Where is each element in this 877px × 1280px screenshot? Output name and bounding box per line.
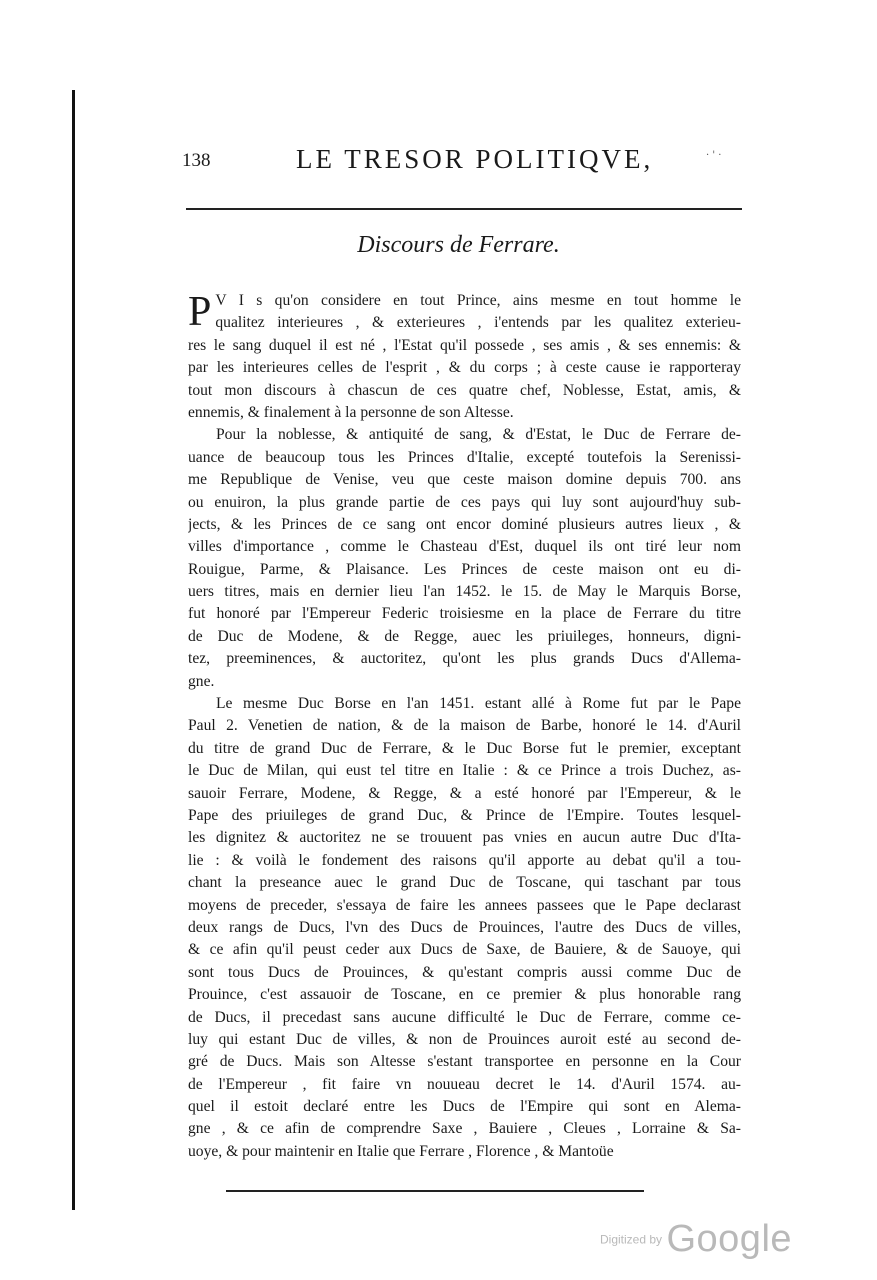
printer-marks: · ' · xyxy=(706,150,722,161)
text-line: gne , & ce afin de comprendre Saxe , Bauiere , Cleues , Lorraine & Sa- xyxy=(188,1120,741,1138)
text-line: uance de beaucoup tous les Princes d'Italie, excepté toutefois la Serenissi- xyxy=(188,448,741,466)
watermark-prefix: Digitized by xyxy=(600,1232,663,1247)
text-line: uers titres, mais en dernier lieu l'an 1452. le 15. de May le Marquis Borse, xyxy=(188,583,741,601)
text-line: de Ducs, il precedast sans aucune difficulté le Duc de Ferrare, comme ce- xyxy=(188,1008,741,1026)
text-line: Prouince, c'est assauoir de Toscane, en ce premier & plus honorable rang xyxy=(188,986,741,1004)
text-line: du titre de grand Duc de Ferrare, & le Duc Borse fut le premier, exceptant xyxy=(188,739,741,757)
text-line: jects, & les Princes de ce sang ont encor dominé plusieurs autres lieux , & xyxy=(188,515,741,533)
text-line: gne. xyxy=(188,672,215,690)
paragraph xyxy=(188,693,741,1163)
drop-cap: P xyxy=(188,289,212,335)
text-line: sauoir Ferrare, Modene, & Regge, & a esté honoré par l'Empereur, & le xyxy=(188,784,741,802)
text-line: me Republique de Venise, veu que ceste maison domine depuis 700. ans xyxy=(188,471,741,489)
page-number: 138 xyxy=(182,150,211,171)
text-line: Rouigue, Parme, & Plaisance. Les Princes de ceste maison ont eu di- xyxy=(188,560,741,578)
text-line: Le mesme Duc Borse en l'an 1451. estant allé à Rome fut par le Pape xyxy=(216,695,741,713)
text-line: les dignitez & auctoritez ne se trouuent pas vnies en aucun autre Duc d'Ita- xyxy=(188,829,741,847)
text-line: luy qui estant Duc de villes, & non de Prouinces auroit esté au second de- xyxy=(188,1030,741,1048)
text-line: le Duc de Milan, qui eust tel titre en Italie : & ce Prince a trois Duchez, as- xyxy=(188,762,741,780)
header-rule xyxy=(186,208,742,210)
text-line: tez, preeminences, & auctoritez, qu'ont les plus grands Ducs d'Allema- xyxy=(188,650,741,668)
text-line: Pour la noblesse, & antiquité de sang, & d'Estat, le Duc de Ferrare de- xyxy=(216,426,741,444)
text-line: Paul 2. Venetien de nation, & de la maison de Barbe, honoré le 14. d'Auril xyxy=(188,717,741,735)
text-line: quel il estoit declaré entre les Ducs de l'Empire qui sont en Alema- xyxy=(188,1098,741,1116)
text-line: moyens de preceder, s'essaya de faire les annees passees que le Pape declarast xyxy=(188,896,741,914)
paragraph xyxy=(188,424,741,693)
google-logo: Google xyxy=(666,1218,793,1260)
text-line: de Duc de Modene, & de Regge, auec les priuileges, honneurs, digni- xyxy=(188,627,741,645)
section-title: Discours de Ferrare. xyxy=(357,232,560,258)
text-line: res le sang duquel il est né , l'Estat qu'il possede , ses amis , & ses ennemis: & xyxy=(188,336,741,354)
text-line: deux rangs de Ducs, l'vn des Ducs de Prouinces, l'autre des Ducs de villes, xyxy=(188,918,741,936)
text-line: & ce afin qu'il peust ceder aux Ducs de Saxe, de Bauiere, & de Sauoye, qui xyxy=(188,941,741,959)
text-line: Pape des priuileges de grand Duc, & Prince de l'Empire. Toutes lesquel- xyxy=(188,806,741,824)
text-line: V I s qu'on considere en tout Prince, ains mesme en tout homme le xyxy=(215,292,741,309)
text-line: ennemis, & finalement à la personne de son Altesse. xyxy=(188,403,514,421)
text-line: par les interieures celles de l'esprit , & du corps ; à ceste cause ie rapporteray xyxy=(188,359,741,377)
text-line: de l'Empereur , fit faire vn nouueau decret le 14. d'Auril 1574. au- xyxy=(188,1075,741,1093)
text-line: sont tous Ducs de Prouinces, & qu'estant compris aussi comme Duc de xyxy=(188,963,741,981)
footer-rule xyxy=(226,1190,644,1192)
text-line: qualitez interieures , & exterieures , i'entends par les qualitez exterieu- xyxy=(215,314,741,332)
paragraph xyxy=(188,290,741,424)
text-line: tout mon discours à chascun de ces quatre chef, Noblesse, Estat, amis, & xyxy=(188,381,741,399)
text-line: ou enuiron, la plus grande partie de ces pays qui luy sont aujourd'huy sub- xyxy=(188,493,741,511)
text-line: lie : & voilà le fondement des raisons qu'il apporte au debat qu'il a tou- xyxy=(188,851,741,869)
text-line: villes d'importance , comme le Chasteau d'Est, duquel ils ont tiré leur nom xyxy=(188,538,741,556)
body-text xyxy=(188,290,741,1163)
digitized-watermark xyxy=(600,1218,792,1261)
running-title: LE TRESOR POLITIQVE, xyxy=(296,144,654,174)
text-line: chant la preseance auec le grand Duc de Toscane, qui taschant par tous xyxy=(188,874,741,892)
text-line: fut honoré par l'Empereur Federic troisiesme en la place de Ferrare du titre xyxy=(188,605,741,623)
text-line: gré de Ducs. Mais son Altesse s'estant transportee en personne en la Cour xyxy=(188,1053,741,1071)
text-line: uoye, & pour maintenir en Italie que Ferrare , Florence , & Mantoüe xyxy=(188,1142,614,1160)
